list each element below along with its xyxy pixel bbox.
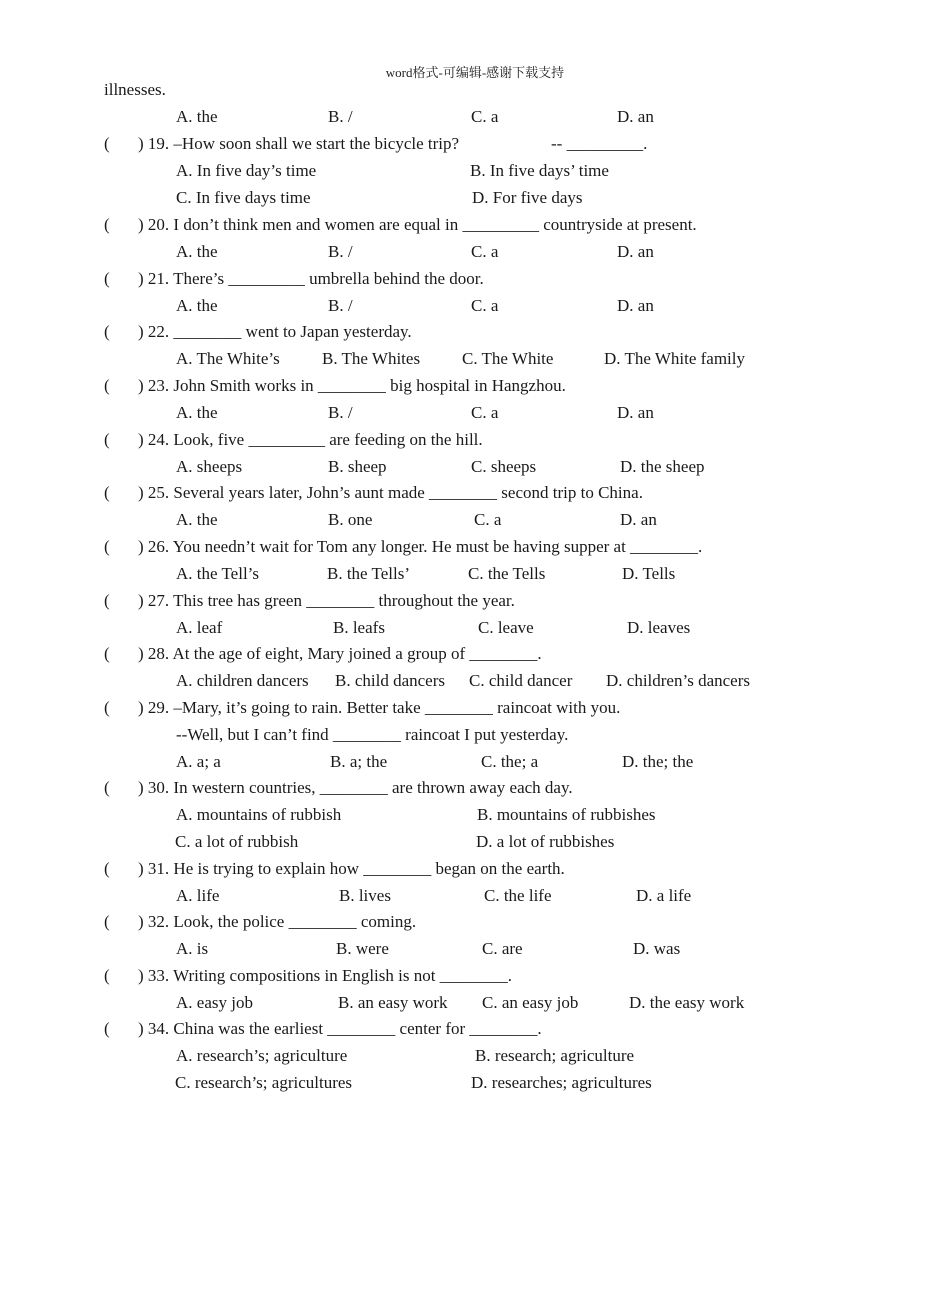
- question-stem: ) 22. ________ went to Japan yesterday.: [138, 322, 412, 341]
- option-d: D. the sheep: [620, 457, 705, 476]
- option-b: B. research; agriculture: [475, 1046, 635, 1065]
- option-c: C. a: [471, 107, 499, 126]
- option-b: B. sheep: [328, 457, 387, 476]
- answer-blank[interactable]: (: [104, 778, 110, 797]
- option-c: C. leave: [478, 618, 534, 637]
- option-c: C. the; a: [481, 752, 539, 771]
- option-c: C. In five days time: [176, 188, 311, 207]
- option-c: C. the Tells: [468, 564, 546, 583]
- option-a: A. mountains of rubbish: [176, 805, 342, 824]
- answer-blank[interactable]: (: [104, 912, 110, 931]
- answer-blank[interactable]: (: [104, 698, 110, 717]
- question-stem: ) 21. There’s _________ umbrella behind the door.: [138, 269, 484, 288]
- option-b: B. leafs: [333, 618, 385, 637]
- option-d: D. an: [620, 510, 657, 529]
- answer-blank[interactable]: (: [104, 483, 110, 502]
- question-stem: ) 27. This tree has green ________ throughout the year.: [138, 591, 515, 610]
- option-a: A. the: [176, 296, 218, 315]
- question-stem: ) 26. You needn’t wait for Tom any longer. He must be having supper at ________.: [138, 537, 703, 556]
- option-a: A. In five day’s time: [176, 161, 317, 180]
- question-stem: ) 30. In western countries, ________ are thrown away each day.: [138, 778, 573, 797]
- answer-blank[interactable]: (: [104, 134, 110, 153]
- answer-blank[interactable]: (: [104, 1019, 110, 1038]
- question-second-line: --Well, but I can’t find ________ raincoat I put yesterday.: [176, 725, 569, 744]
- option-b: B. The Whites: [322, 349, 421, 368]
- question-stem: ) 33. Writing compositions in English is not ________.: [138, 966, 512, 985]
- option-b: B. a; the: [330, 752, 388, 771]
- option-c: C. sheeps: [471, 457, 537, 476]
- option-d: D. an: [617, 242, 654, 261]
- option-b: B. lives: [339, 886, 391, 905]
- option-d: D. a life: [636, 886, 692, 905]
- option-d: D. leaves: [627, 618, 691, 637]
- option-c: C. an easy job: [482, 993, 579, 1012]
- option-c: C. are: [482, 939, 523, 958]
- option-a: A. is: [176, 939, 209, 958]
- option-c: C. a: [471, 242, 499, 261]
- answer-blank[interactable]: (: [104, 376, 110, 395]
- option-b: B. mountains of rubbishes: [477, 805, 656, 824]
- answer-blank[interactable]: (: [104, 322, 110, 341]
- option-d: D. researches; agricultures: [471, 1073, 652, 1092]
- option-d: D. an: [617, 403, 654, 422]
- option-a: A. easy job: [176, 993, 253, 1012]
- option-a: A. research’s; agriculture: [176, 1046, 348, 1065]
- option-b: B. /: [328, 107, 353, 126]
- answer-blank[interactable]: (: [104, 269, 110, 288]
- option-a: A. the Tell’s: [176, 564, 260, 583]
- option-a: A. The White’s: [176, 349, 280, 368]
- option-b: B. child dancers: [335, 671, 445, 690]
- option-c: C. the life: [484, 886, 552, 905]
- option-b: B. In five days’ time: [470, 161, 609, 180]
- option-c: C. The White: [462, 349, 554, 368]
- answer-blank[interactable]: (: [104, 215, 110, 234]
- option-b: B. were: [336, 939, 389, 958]
- question-stem: ) 29. –Mary, it’s going to rain. Better take ________ raincoat with you.: [138, 698, 621, 717]
- option-d: D. For five days: [472, 188, 583, 207]
- option-d: D. Tells: [622, 564, 676, 583]
- answer-blank[interactable]: (: [104, 859, 110, 878]
- option-b: B. the Tells’: [327, 564, 411, 583]
- answer-blank[interactable]: (: [104, 430, 110, 449]
- answer-blank[interactable]: (: [104, 537, 110, 556]
- option-d: D. an: [617, 296, 654, 315]
- question-stem: ) 31. He is trying to explain how ________ began on the earth.: [138, 859, 565, 878]
- option-a: A. sheeps: [176, 457, 243, 476]
- question-stem: ) 28. At the age of eight, Mary joined a group of ________.: [138, 644, 542, 663]
- question-stem: ) 32. Look, the police ________ coming.: [138, 912, 417, 931]
- option-c: C. a: [474, 510, 502, 529]
- option-a: A. life: [176, 886, 220, 905]
- answer-blank[interactable]: (: [104, 644, 110, 663]
- option-b: B. /: [328, 296, 353, 315]
- option-c: C. research’s; agricultures: [175, 1073, 353, 1092]
- question-stem: ) 25. Several years later, John’s aunt made ________ second trip to China.: [138, 483, 643, 502]
- question-stem: ) 19. –How soon shall we start the bicycle trip?: [138, 134, 460, 153]
- option-d: D. an: [617, 107, 654, 126]
- page-header: word格式-可编辑-感谢下载支持: [385, 65, 565, 80]
- option-a: A. the: [176, 510, 218, 529]
- option-b: B. an easy work: [338, 993, 448, 1012]
- option-d: D. the easy work: [629, 993, 745, 1012]
- option-c: C. child dancer: [469, 671, 573, 690]
- option-a: A. the: [176, 242, 218, 261]
- option-a: A. the: [176, 403, 218, 422]
- option-a: A. the: [176, 107, 218, 126]
- option-d: D. a lot of rubbishes: [476, 832, 615, 851]
- option-d: D. was: [633, 939, 681, 958]
- option-d: D. the; the: [622, 752, 694, 771]
- option-b: B. one: [328, 510, 373, 529]
- question-stem: ) 24. Look, five _________ are feeding on the hill.: [138, 430, 483, 449]
- answer-blank[interactable]: (: [104, 591, 110, 610]
- question-stem: ) 23. John Smith works in ________ big hospital in Hangzhou.: [138, 376, 566, 395]
- question-stem: ) 34. China was the earliest ________ center for ________.: [138, 1019, 542, 1038]
- answer-blank[interactable]: (: [104, 966, 110, 985]
- option-b: B. /: [328, 242, 353, 261]
- option-d: D. children’s dancers: [606, 671, 750, 690]
- carryover-text: illnesses.: [104, 80, 166, 99]
- option-c: C. a lot of rubbish: [175, 832, 299, 851]
- option-b: B. /: [328, 403, 353, 422]
- option-c: C. a: [471, 403, 499, 422]
- option-a: A. leaf: [176, 618, 223, 637]
- option-d: D. The White family: [604, 349, 746, 368]
- question-stem: ) 20. I don’t think men and women are equal in _________ countryside at present.: [138, 215, 697, 234]
- option-a: A. a; a: [176, 752, 221, 771]
- question-answer-line: -- _________.: [551, 134, 648, 153]
- option-c: C. a: [471, 296, 499, 315]
- option-a: A. children dancers: [176, 671, 309, 690]
